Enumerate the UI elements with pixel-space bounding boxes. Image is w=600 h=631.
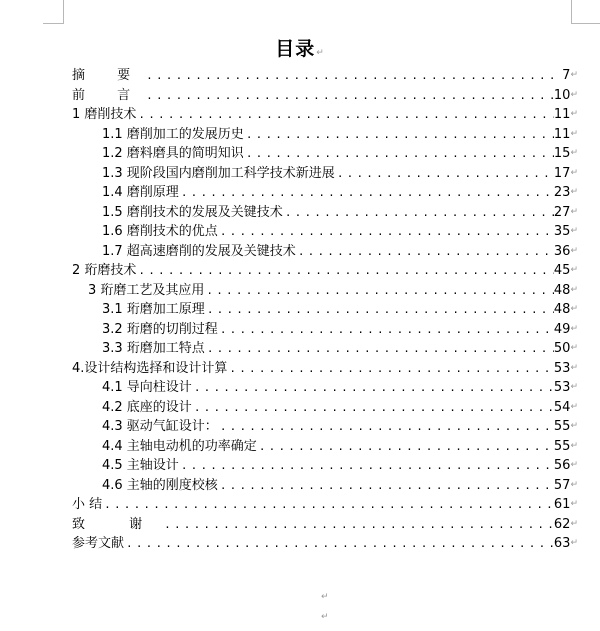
page-corner-mark-top-right	[571, 0, 600, 24]
paragraph-mark-icon: ↵	[570, 304, 578, 314]
toc-entry[interactable]	[72, 86, 578, 106]
toc-entry[interactable]	[72, 261, 578, 281]
paragraph-mark-icon: ↵	[570, 167, 578, 178]
paragraph-mark-icon: ↵	[570, 460, 578, 470]
toc-entry-page-number: 53	[553, 380, 571, 395]
toc-entry-label: 1.2 磨料磨具的简明知识	[102, 146, 244, 161]
toc-entry[interactable]	[72, 417, 578, 437]
toc-entry-page-number: 48	[553, 302, 571, 317]
paragraph-mark-icon: ↵	[316, 48, 325, 58]
page-corner-mark-top-left	[43, 0, 64, 24]
toc-entry-page-number: 57	[553, 477, 571, 493]
dot-leader	[257, 437, 554, 457]
toc-entry[interactable]	[72, 164, 578, 184]
toc-entry-page-number: 17	[553, 165, 571, 181]
toc-entry[interactable]	[72, 378, 578, 398]
toc-entry-page-number: 55	[553, 419, 571, 434]
toc-entry-label: 摘 要	[72, 68, 145, 83]
paragraph-mark-icon: ↵	[570, 401, 578, 412]
toc-entry-page-number: 27	[553, 204, 571, 220]
toc-entry[interactable]	[72, 144, 578, 164]
toc-entry[interactable]	[72, 495, 578, 515]
dot-leader	[296, 242, 554, 262]
toc-entry-label: 4.1 导向柱设计	[102, 380, 192, 395]
toc-entry[interactable]	[72, 183, 578, 203]
paragraph-mark-icon: ↵	[570, 187, 578, 197]
dot-leader	[144, 86, 554, 106]
toc-entry-page-number: 36	[553, 243, 571, 259]
toc-entry[interactable]	[72, 476, 578, 496]
paragraph-mark-icon: ↵	[570, 440, 578, 451]
toc-entry-label: 4.3 驱动气缸设计：	[102, 419, 218, 434]
dot-leader	[192, 378, 554, 398]
dot-leader	[227, 359, 554, 379]
dot-leader	[102, 495, 554, 515]
toc-entry[interactable]	[72, 222, 578, 242]
paragraph-mark-icon: ↵	[570, 206, 578, 217]
paragraph-mark-icon: ↵	[570, 265, 578, 275]
toc-entry-page-number: 62	[553, 516, 571, 532]
toc-entry-label: 小 结	[72, 497, 103, 512]
paragraph-mark-icon: ↵	[570, 284, 578, 295]
paragraph-mark-icon: ↵	[570, 518, 578, 529]
toc-entry-label: 3.3 珩磨加工特点	[102, 341, 205, 356]
toc-entry-label: 致 谢	[72, 516, 163, 532]
toc-entry[interactable]	[72, 339, 578, 359]
toc-entry[interactable]	[72, 456, 578, 476]
toc-entry[interactable]	[72, 515, 578, 535]
paragraph-mark-icon: ↵	[570, 70, 578, 80]
toc-entry-page-number: 11	[553, 107, 571, 122]
dot-leader	[205, 300, 554, 320]
toc-entry-page-number: 23	[553, 185, 571, 200]
toc-entry-label: 1.3 现阶段国内磨削加工科学技术新进展	[102, 165, 335, 181]
toc-entry-page-number: 45	[553, 263, 571, 278]
dot-leader	[205, 339, 554, 359]
toc-entry-label: 1.7 超高速磨削的发展及关键技术	[102, 243, 296, 259]
toc-entry-label: 2 珩磨技术	[72, 263, 137, 278]
paragraph-mark-icon: ↵	[570, 148, 578, 158]
paragraph-mark-icon: ↵	[570, 421, 578, 431]
toc-entry-label: 1.5 磨削技术的发展及关键技术	[102, 204, 283, 220]
toc-entry-page-number: 50	[553, 341, 571, 356]
toc-entry[interactable]	[72, 320, 578, 340]
table-of-contents	[72, 66, 578, 554]
toc-entry[interactable]	[72, 242, 578, 262]
dot-leader	[218, 320, 554, 340]
paragraph-mark-icon: ↵	[570, 382, 578, 392]
dot-leader	[244, 125, 554, 145]
toc-entry[interactable]	[72, 66, 578, 86]
paragraph-mark-icon: ↵	[570, 109, 578, 119]
paragraph-mark-icon: ↵	[321, 612, 329, 622]
toc-entry-label: 4.4 主轴电动机的功率确定	[102, 438, 257, 454]
toc-entry[interactable]	[72, 300, 578, 320]
paragraph-mark-icon: ↵	[570, 362, 578, 373]
dot-leader	[162, 515, 554, 535]
toc-entry[interactable]	[72, 105, 578, 125]
paragraph-mark-icon: ↵	[570, 538, 578, 548]
toc-entry-label: 3 珩磨工艺及其应用	[88, 282, 205, 298]
dot-leader	[136, 105, 554, 125]
toc-entry-label: 3.1 珩磨加工原理	[102, 302, 205, 317]
dot-leader	[218, 476, 554, 496]
paragraph-mark-icon: ↵	[570, 245, 578, 256]
paragraph-mark-icon: ↵	[570, 89, 578, 100]
toc-entry-page-number: 56	[553, 458, 571, 473]
toc-entry-page-number: 55	[553, 438, 571, 454]
dot-leader	[218, 417, 554, 437]
toc-entry[interactable]	[72, 125, 578, 145]
dot-leader	[179, 183, 554, 203]
dot-leader	[218, 222, 554, 242]
dot-leader	[204, 281, 554, 301]
toc-entry[interactable]	[72, 203, 578, 223]
paragraph-mark-icon: ↵	[570, 226, 578, 236]
dot-leader	[244, 144, 554, 164]
toc-entry-label: 1.4 磨削原理	[102, 185, 179, 200]
toc-entry-label: 4.设计结构选择和设计计算	[72, 360, 228, 376]
toc-entry-page-number: 54	[553, 399, 571, 415]
toc-entry[interactable]	[72, 359, 578, 379]
toc-entry-label: 前 言	[72, 87, 145, 103]
toc-entry-page-number: 48	[553, 282, 571, 298]
dot-leader	[124, 534, 554, 554]
toc-entry[interactable]	[72, 534, 578, 554]
toc-entry-label: 参考文献	[72, 536, 125, 551]
toc-entry[interactable]	[72, 281, 578, 301]
toc-entry-page-number: 61	[553, 497, 571, 512]
toc-entry-page-number: 15	[553, 146, 571, 161]
dot-leader	[335, 164, 554, 184]
toc-entry-page-number: 53	[553, 360, 571, 376]
toc-entry-page-number: 35	[553, 224, 571, 239]
paragraph-mark-icon: ↵	[570, 343, 578, 353]
dot-leader	[283, 203, 554, 223]
paragraph-mark-icon: ↵	[321, 592, 329, 602]
dot-leader	[192, 398, 554, 418]
toc-title: 目录↵	[275, 38, 325, 60]
toc-entry-page-number: 49	[553, 321, 571, 337]
toc-entry[interactable]	[72, 398, 578, 418]
toc-entry-label: 4.6 主轴的刚度校核	[102, 477, 218, 493]
toc-entry[interactable]	[72, 437, 578, 457]
toc-entry-label: 1 磨削技术	[72, 107, 137, 122]
toc-entry-page-number: 63	[553, 536, 571, 551]
toc-entry-label: 1.1 磨削加工的发展历史	[102, 126, 244, 142]
paragraph-mark-icon: ↵	[570, 323, 578, 334]
paragraph-mark-icon: ↵	[570, 128, 578, 139]
dot-leader	[179, 456, 554, 476]
dot-leader	[136, 261, 554, 281]
toc-entry-label: 4.2 底座的设计	[102, 399, 192, 415]
toc-entry-label: 3.2 珩磨的切削过程	[102, 321, 218, 337]
toc-entry-page-number: 10	[553, 87, 571, 103]
dot-leader	[144, 66, 555, 86]
toc-entry-page-number: 11	[553, 126, 571, 142]
toc-entry-label: 1.6 磨削技术的优点	[102, 224, 218, 239]
paragraph-mark-icon: ↵	[570, 479, 578, 490]
toc-entry-page-number: 7	[562, 68, 571, 83]
paragraph-mark-icon: ↵	[570, 499, 578, 509]
toc-entry-label: 4.5 主轴设计	[102, 458, 179, 473]
